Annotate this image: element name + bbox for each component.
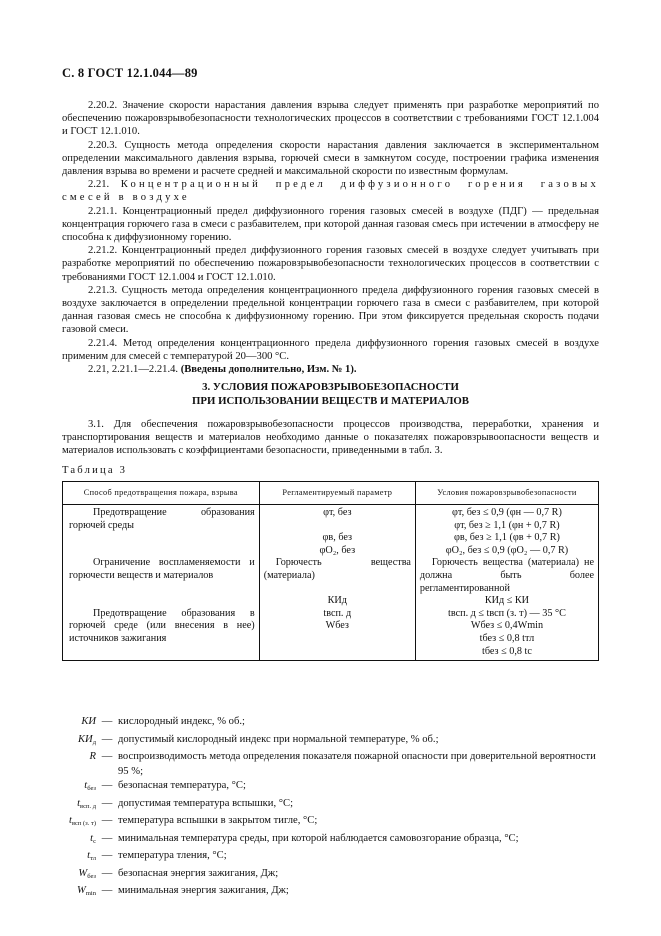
legend-subscript: с	[93, 837, 96, 845]
page-header: С. 8 ГОСТ 12.1.044—89	[62, 66, 198, 80]
table-label: Таблица 3	[62, 465, 128, 476]
condition-9: tбез ≤ 0,8 tтл	[479, 632, 535, 644]
amendment-note	[62, 363, 599, 376]
legend-item: КИ — кислородный индекс, % об.;	[62, 715, 602, 733]
legend-symbol: t	[77, 797, 81, 809]
legend-symbol: КИ	[78, 733, 93, 745]
legend-symbol: t	[87, 850, 91, 861]
legend-item: R — воспроизводимость метода определения показателя пожарной опасности при доверительной вероятности 95 %;	[62, 750, 602, 779]
legend-symbol: t	[69, 815, 72, 826]
legend-item: $t_{без}$ — безопасная температура, °С;	[62, 779, 602, 797]
legend-description: безопасная температура, °С;	[118, 780, 246, 791]
legend-item: $t_{тл}$ — температура тления, °С;	[62, 849, 602, 867]
legend-subscript: без	[87, 872, 96, 880]
legend-item: $t_{всп (з. т)}$ — температура вспышки в закрытом тигле, °С;	[62, 814, 602, 832]
legend	[62, 715, 602, 902]
legend-subscript: д	[92, 738, 96, 746]
legend-item: $t_с$ — минимальная температура среды, при которой наблюдается самовозгорание образца, °С;	[62, 832, 602, 850]
paragraph-2-21	[62, 178, 599, 204]
table-header-method: Способ предотвращения пожара, взрыва	[63, 482, 260, 505]
table-row	[63, 505, 599, 661]
legend-item: $W_{min}$ — минимальная энергия зажигания, Дж;	[62, 884, 602, 902]
legend-item: $W_{без}$ — безопасная энергия зажигания, Дж;	[62, 867, 602, 885]
section-3-title	[62, 381, 599, 408]
paragraph-2-21-title: Концентрационный предел диффузионного горения газовых смесей в воздухе	[62, 179, 599, 204]
legend-symbol: W	[77, 885, 86, 896]
condition-8: Wбез ≤ 0,4Wmin	[470, 620, 544, 632]
legend-item: $t_{всп. д}$ — допустимая температура вспышки, °С;	[62, 797, 602, 815]
amendment-bold: (Введены дополнительно, Изм. № 1).	[180, 364, 357, 376]
condition-5: Горючесть вещества (материала) не должна быть более регламентированной	[419, 557, 594, 594]
table-cell-conditions	[415, 505, 598, 661]
param-phi-o2: φО₂, без	[319, 544, 356, 556]
legend-subscript: min	[85, 890, 96, 897]
condition-3: φв, без ≥ 1,1 (φв + 0,7 R)	[454, 532, 560, 544]
method-a: Предотвращение образования горючей среды	[69, 507, 255, 531]
legend-symbol: КИ	[81, 716, 96, 727]
condition-6: КИд ≤ КИ	[484, 595, 530, 607]
table-header-parameter: Регламентируемый параметр	[259, 482, 415, 505]
paragraph-2-21-number: 2.21.	[88, 179, 110, 191]
table-cell-method	[63, 505, 260, 661]
param-phi-t: φт, без	[323, 507, 352, 518]
legend-symbol: W	[78, 867, 88, 879]
legend-symbol: t	[90, 832, 94, 844]
paragraph-2-21-3: 2.21.3. Сущность метода определения концентрационного предела диффузионного горения газовых смесей в воздухе заключается в определении предельной концентрации горючего газа в смеси с разбавителем, при которой данная газовая смесь не способна к диффузионному горению. При этом фиксируется предельная скорость подачи газовой смеси.	[62, 284, 599, 336]
param-w-bez: Wбез	[325, 620, 349, 632]
param-t-vsp-d: tвсп. д	[323, 607, 352, 619]
condition-10: tбез ≤ 0,8 tс	[482, 645, 532, 657]
legend-description: воспроизводимость метода определения показателя пожарной опасности при доверительной вероятности 95 %;	[118, 751, 596, 777]
condition-2: φт, без ≥ 1,1 (φн + 0,7 R)	[454, 519, 560, 531]
legend-description: минимальная температура среды, при которой наблюдается самовозгорание образца, °С;	[118, 832, 519, 844]
table-cell-parameter	[259, 505, 415, 661]
paragraph-2-21-1: 2.21.1. Концентрационный предел диффузионного горения газовых смесей в воздухе (ПДГ) — предельная концентрация горючего газа в смеси с разбавителем, при которой данная газовая смесь при истечении в атмосферу не способна к диффузионному горению.	[62, 205, 599, 244]
legend-subscript: тл	[90, 855, 96, 862]
paragraph-2-21-2: 2.21.2. Концентрационный предел диффузионного горения газовых смесей в воздухе следует учитывать при разработке мероприятий по обеспечению пожаровзрывобезопасности технологических процессов в соответствии с требованиями ГОСТ 12.1.004 и ГОСТ 12.1.010.	[62, 245, 599, 283]
legend-subscript: всп (з. т)	[71, 820, 96, 827]
paragraph-3-1: 3.1. Для обеспечения пожаровзрывобезопасности процессов производства, переработки, хранения и транспортирования веществ и материалов необходимо данные о показателях пожаровзрывоопасности веществ и материалов использовать с коэффициентами безопасности, приведенными в табл. 3.	[62, 419, 599, 457]
paragraph-2-21-4: 2.21.4. Метод определения концентрационного предела диффузионного горения газовых смесей в воздухе применим для смесей с температурой 20—300 °С.	[62, 337, 599, 362]
legend-description: безопасная энергия зажигания, Дж;	[118, 867, 279, 879]
method-b: Ограничение воспламеняемости и горючести веществ и материалов	[69, 557, 255, 581]
condition-7: tвсп. д ≤ tвсп (з. т) — 35 °С	[448, 607, 566, 619]
legend-description: температура тления, °С;	[118, 850, 227, 861]
section-title-line-1: 3. УСЛОВИЯ ПОЖАРОВЗРЫВОБЕЗОПАСНОСТИ	[202, 381, 459, 393]
legend-description: минимальная энергия зажигания, Дж;	[118, 885, 289, 896]
condition-4: φО₂, без ≤ 0,9 (φО₂ — 0,7 R)	[445, 544, 569, 556]
method-c: Предотвращение образования в горючей среде (или внесения в нее) источников зажигания	[69, 607, 255, 644]
param-goruchest: Горючесть вещества (материала)	[263, 557, 411, 581]
legend-subscript: всп. д	[80, 802, 96, 810]
legend-symbol: t	[84, 780, 88, 791]
table-3	[62, 481, 599, 661]
legend-description: кислородный индекс, % об.;	[118, 716, 245, 727]
param-ki-d: КИд	[327, 595, 347, 607]
condition-1: φт, без ≤ 0,9 (φн — 0,7 R)	[452, 507, 562, 518]
table-header-conditions: Условия пожаровзрывобезопасности	[415, 482, 598, 505]
legend-item: $КИ_д$ — допустимый кислородный индекс при нормальной температуре, % об.;	[62, 733, 602, 751]
legend-description: температура вспышки в закрытом тигле, °С;	[118, 815, 318, 826]
paragraph-2-20-3: 2.20.3. Сущность метода определения скорости нарастания давления заключается в экспериментальном определении максимального давления взрыва, горючей смеси в замкнутом сосуде, построении графика изменения давления взрыва во времени и расчете средней и максимальной скорости по известным формулам.	[62, 139, 599, 178]
table-header-row	[63, 482, 599, 505]
legend-subscript: без	[87, 785, 96, 792]
legend-description: допустимый кислородный индекс при нормальной температуре, % об.;	[118, 733, 439, 745]
body-text-section-3	[62, 418, 599, 458]
amendment-prefix: 2.21, 2.21.1—2.21.4.	[88, 364, 179, 376]
param-phi-v: φв, без	[322, 532, 353, 544]
body-text-top	[62, 99, 599, 376]
legend-description: допустимая температура вспышки, °С;	[118, 797, 294, 809]
section-title-line-2: ПРИ ИСПОЛЬЗОВАНИИ ВЕЩЕСТВ И МАТЕРИАЛОВ	[192, 394, 469, 407]
legend-symbol: R	[89, 751, 96, 762]
paragraph-2-20-2: 2.20.2. Значение скорости нарастания давления взрыва следует применять при разработке мероприятий по обеспечению пожаровзрывобезопасности технологических процессов в соответствии с требованиями ГОСТ 12.1.004 и ГОСТ 12.1.010.	[62, 100, 599, 138]
